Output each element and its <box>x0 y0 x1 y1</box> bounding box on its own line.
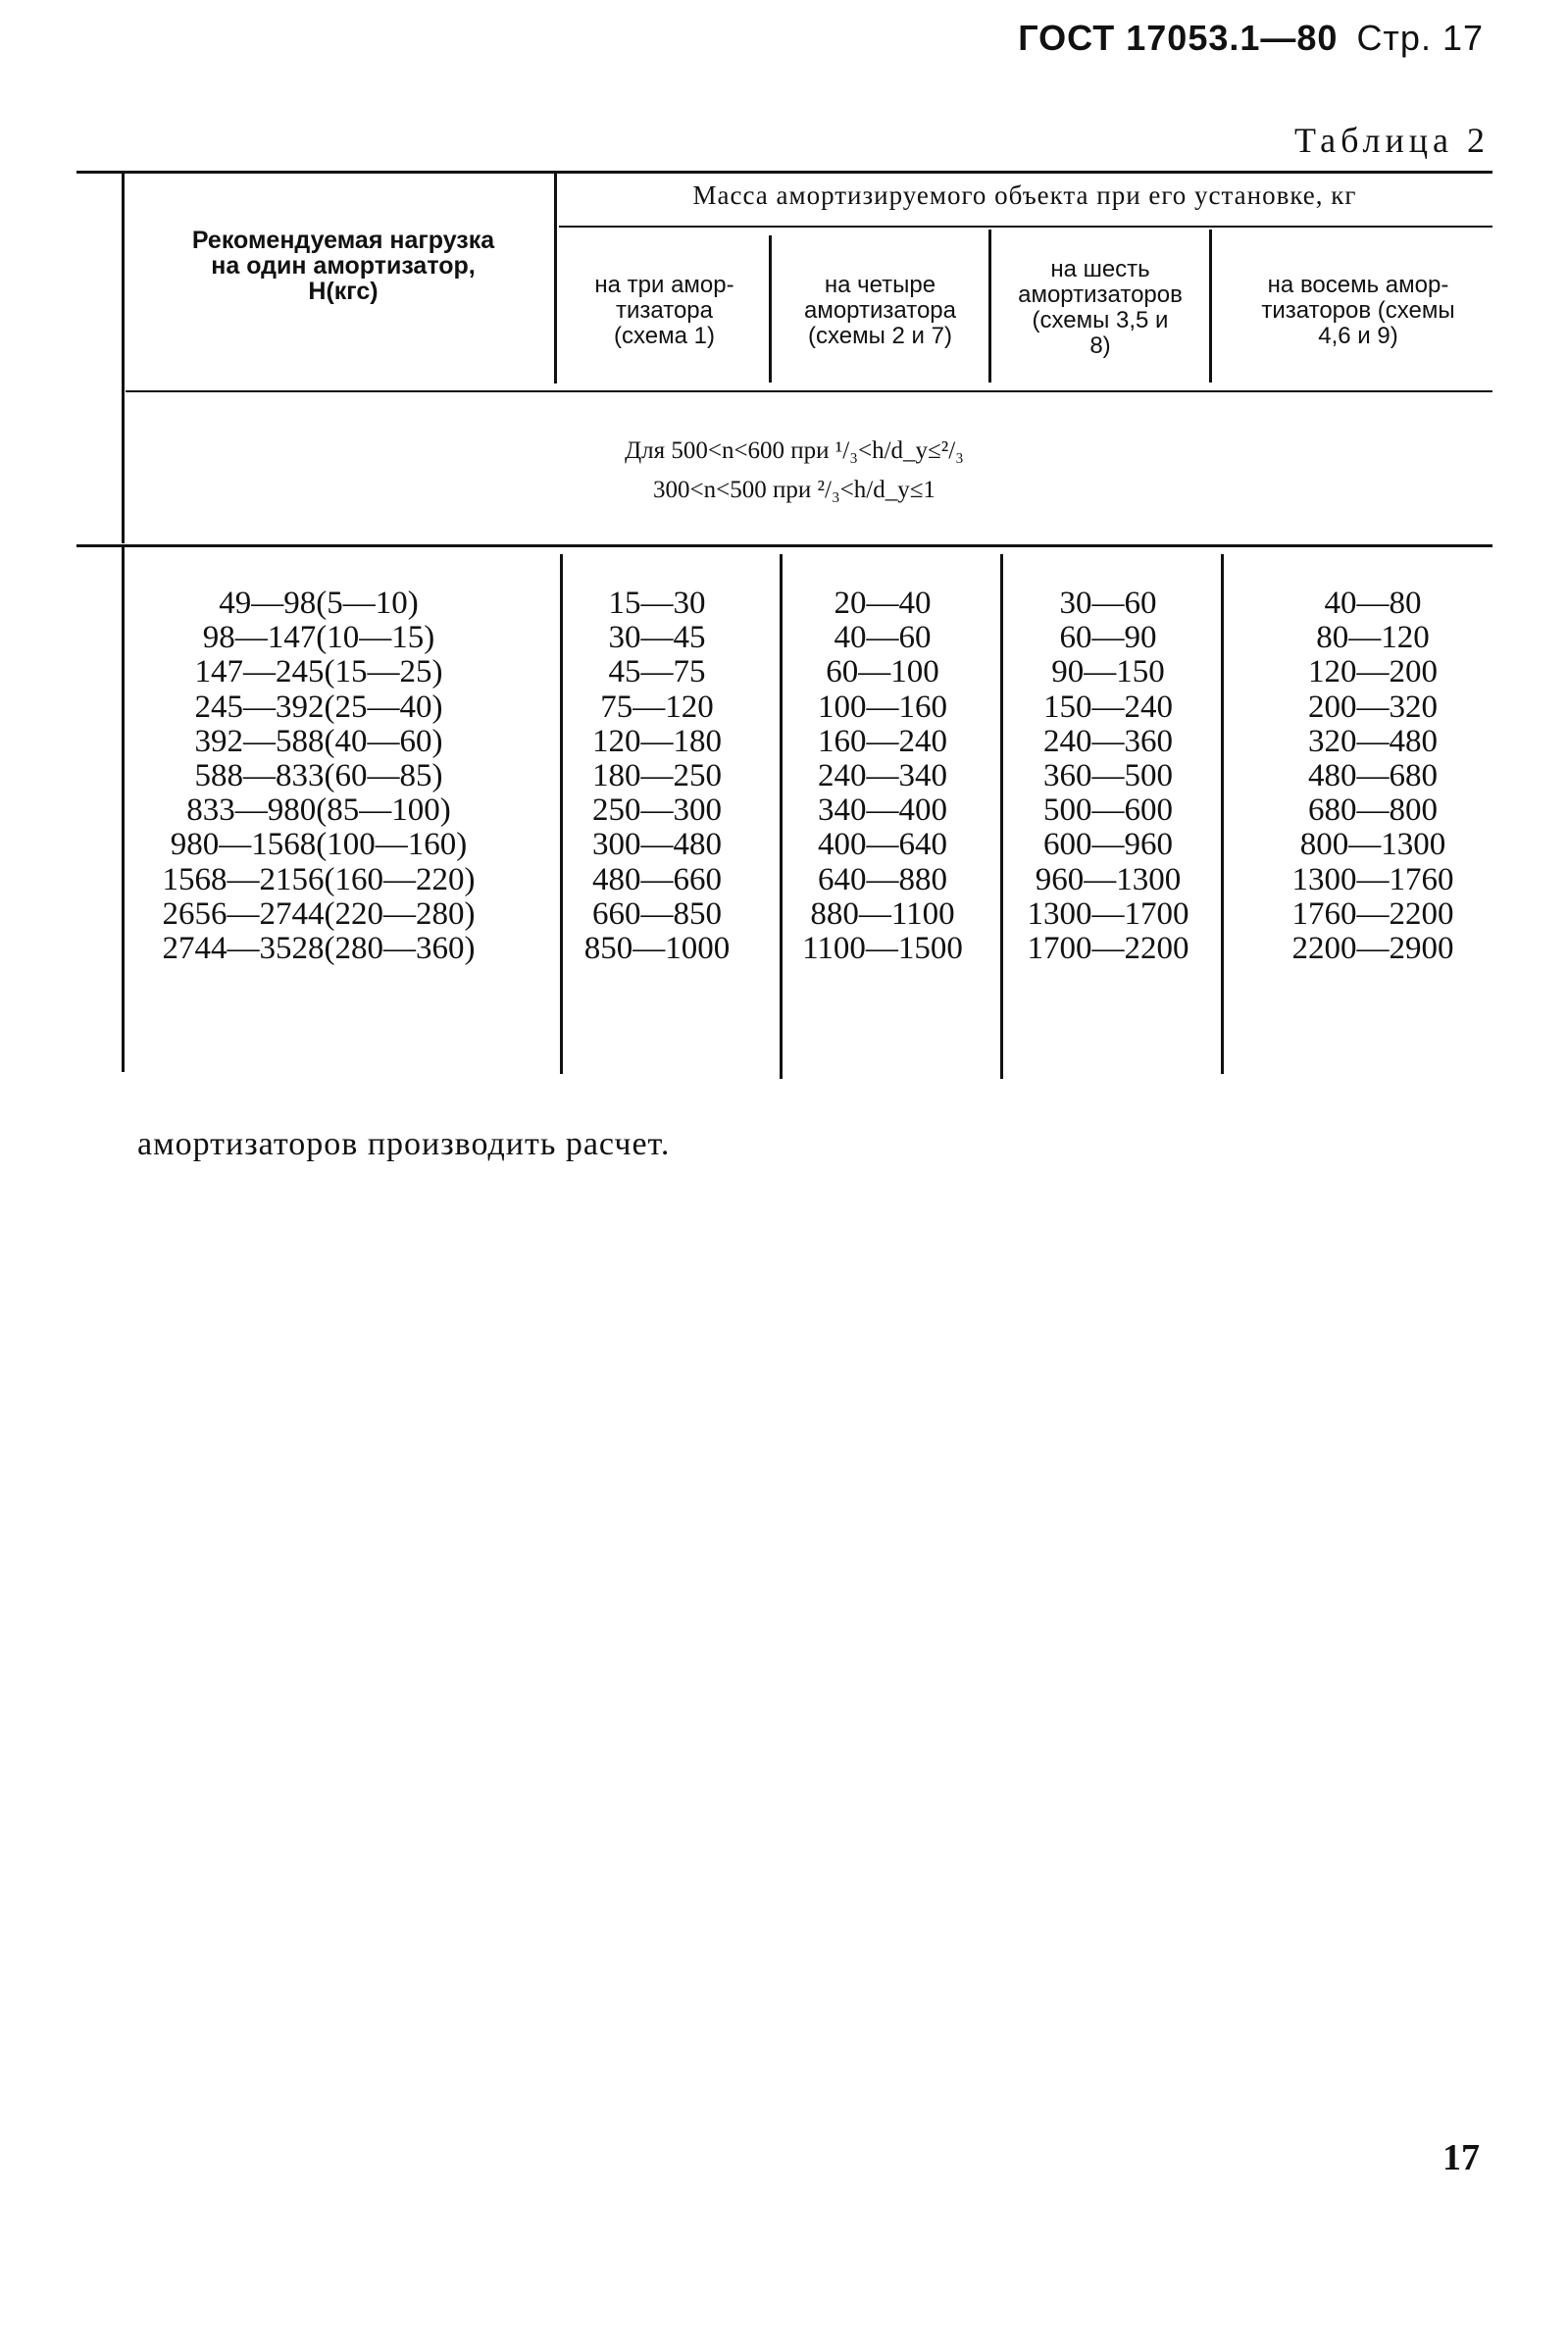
table-cell: 2656—2744(220—280) <box>162 895 476 932</box>
condition-line-2: 300<n<500 при ²/₃<h/d_y≤1 <box>653 477 936 503</box>
body-divider-load <box>560 554 563 1074</box>
table-cell: 1568—2156(160—220) <box>162 861 476 897</box>
mass-header-rule <box>559 226 1492 228</box>
table-cell: 60—90 <box>1059 620 1157 656</box>
table-cell: 98—147(10—15) <box>202 620 435 656</box>
column-eight-values <box>1226 587 1520 966</box>
table-cell: 660—850 <box>592 895 722 932</box>
table-cell: 45—75 <box>608 654 706 690</box>
table-cell: 1300—1760 <box>1291 861 1454 897</box>
table-cell: 1300—1700 <box>1027 895 1189 932</box>
table-cell: 250—300 <box>592 792 722 829</box>
table-cell: 600—960 <box>1043 827 1173 863</box>
column-six-values <box>1005 587 1211 966</box>
column-header-eight: на восемь амор- тизаторов (схемы 4,6 и 9) <box>1261 272 1455 349</box>
table-cell: 480—680 <box>1308 758 1438 794</box>
table-cell: 680—800 <box>1308 792 1438 829</box>
table-title: Таблица 2 <box>1294 121 1490 160</box>
table-cell: 120—200 <box>1308 654 1438 690</box>
table-cell: 20—40 <box>834 586 932 621</box>
table-cell: 1100—1500 <box>802 931 963 967</box>
condition-line-1: Для 500<n<600 при ¹/₃<h/d_y≤²/₃ <box>625 437 964 464</box>
page-label: Стр. 17 <box>1356 18 1484 58</box>
table-cell: 60—100 <box>826 654 939 690</box>
table-cell: 800—1300 <box>1299 827 1446 863</box>
column-four-values <box>784 587 981 966</box>
table-cell: 200—320 <box>1308 689 1438 725</box>
body-divider-c2-c3 <box>1000 554 1003 1079</box>
header-divider-c2-c3 <box>988 230 991 383</box>
column-three-values <box>564 587 750 966</box>
table-cell: 49—98(5—10) <box>219 586 419 621</box>
table-cell: 588—833(60—85) <box>194 758 443 794</box>
table-cell: 392—588(40—60) <box>194 723 443 759</box>
table-cell: 1700—2200 <box>1027 931 1189 967</box>
table-cell: 90—150 <box>1051 654 1165 690</box>
table-top-rule <box>76 171 1492 174</box>
table-cell: 2744—3528(280—360) <box>162 931 476 967</box>
column-header-six: на шесть амортизаторов (схемы 3,5 и 8) <box>1018 256 1183 359</box>
table-cell: 80—120 <box>1316 620 1430 656</box>
table-cell: 400—640 <box>818 827 947 863</box>
condition-row <box>431 432 1157 510</box>
table-cell: 147—245(15—25) <box>194 654 443 690</box>
table-cell: 30—45 <box>608 620 706 656</box>
table-cell: 245—392(25—40) <box>194 689 443 725</box>
table-cell: 360—500 <box>1043 758 1173 794</box>
table-cell: 2200—2900 <box>1291 931 1454 967</box>
table-cell: 75—120 <box>600 689 714 725</box>
page-number: 17 <box>1442 2137 1480 2178</box>
table-cell: 150—240 <box>1043 689 1173 725</box>
table-cell: 960—1300 <box>1035 861 1182 897</box>
table-cell: 100—160 <box>818 689 947 725</box>
table-cell: 240—360 <box>1043 723 1173 759</box>
table-cell: 120—180 <box>592 723 722 759</box>
table-cell: 640—880 <box>818 861 947 897</box>
column-header-four: на четыре амортизатора (схемы 2 и 7) <box>803 272 956 349</box>
table-cell: 980—1568(100—160) <box>170 827 468 863</box>
standard-number: ГОСТ 17053.1—80 <box>1018 18 1339 58</box>
table-cell: 480—660 <box>592 861 722 897</box>
table-cell: 15—30 <box>608 586 706 621</box>
table-cell: 880—1100 <box>810 895 955 932</box>
page-header <box>1018 18 1484 59</box>
body-divider-c1-c2 <box>780 554 783 1079</box>
condition-bottom-rule <box>76 544 1492 547</box>
header-divider-c1-c2 <box>769 235 772 383</box>
body-divider-c3-c4 <box>1221 554 1224 1074</box>
table-cell: 320—480 <box>1308 723 1438 759</box>
table-cell: 40—60 <box>834 620 932 656</box>
table-cell: 40—80 <box>1324 586 1422 621</box>
table-cell: 180—250 <box>592 758 722 794</box>
table-cell: 500—600 <box>1043 792 1173 829</box>
table-cell: 30—60 <box>1059 586 1157 621</box>
table-cell: 833—980(85—100) <box>186 792 451 829</box>
table-cell: 850—1000 <box>583 931 731 967</box>
header-bottom-rule <box>126 390 1492 392</box>
column-header-three: на три амор- тизатора (схема 1) <box>594 272 734 349</box>
table-cell: 1760—2200 <box>1291 895 1454 932</box>
column-load-values <box>108 587 530 966</box>
header-divider-c3-c4 <box>1209 230 1212 383</box>
header-divider-load <box>554 173 557 383</box>
table-cell: 300—480 <box>592 827 722 863</box>
trailing-text: амортизаторов производить расчет. <box>137 1126 671 1162</box>
table-cell: 340—400 <box>818 792 947 829</box>
table-cell: 160—240 <box>818 723 947 759</box>
mass-column-header: Масса амортизируемого объекта при его установке, кг <box>692 180 1357 210</box>
table-left-border <box>122 173 125 543</box>
table-cell: 240—340 <box>818 758 947 794</box>
load-column-header: Рекомендуемая нагрузка на один амортизатор, Н(кгс) <box>191 227 495 305</box>
